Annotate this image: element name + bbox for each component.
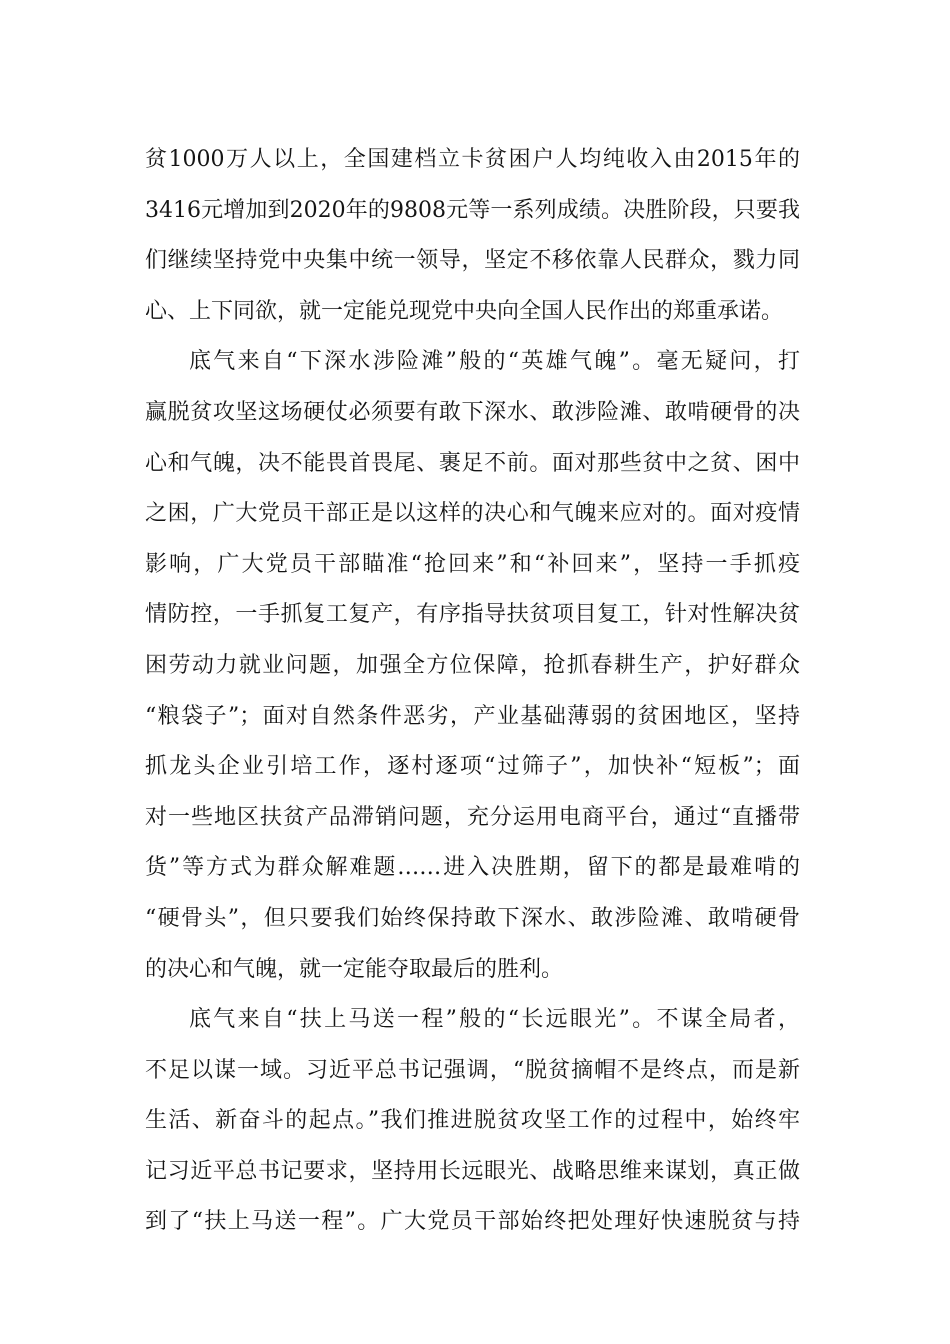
text-line: 之困，广大党员干部正是以这样的决心和气魄来应对的。面对疫情 (145, 501, 800, 527)
text-line: 影响，广大党员干部瞄准“抢回来”和“补回来”，坚持一手抓疫 (145, 551, 800, 577)
text-line: 底气来自“下深水涉险滩”般的“英雄气魄”。毫无疑问，打 (189, 349, 800, 375)
text-line: 货”等方式为群众解难题……进入决胜期，留下的都是最难啃的 (145, 855, 800, 881)
text-line: 3416元增加到2020年的9808元等一系列成绩。决胜阶段，只要我 (145, 197, 800, 223)
paragraph-3 (145, 995, 800, 1248)
text-line: 贫1000万人以上，全国建档立卡贫困户人均纯收入由2015年的 (145, 147, 800, 172)
text-line: 生活、新奋斗的起点。”我们推进脱贫攻坚工作的过程中，始终牢 (145, 1108, 800, 1134)
text-line: 赢脱贫攻坚这场硬仗必须要有敢下深水、敢涉险滩、敢啃硬骨的决 (145, 399, 800, 425)
paragraph-1 (145, 135, 800, 337)
text-line: 记习近平总书记要求，坚持用长远眼光、战略思维来谋划，真正做 (145, 1158, 800, 1184)
text-line: 情防控，一手抓复工复产，有序指导扶贫项目复工，针对性解决贫 (145, 602, 800, 628)
paragraph-2 (145, 337, 800, 995)
text-line: 抓龙头企业引培工作，逐村逐项“过筛子”，加快补“短板”；面 (145, 754, 800, 780)
text-line: 不足以谋一域。习近平总书记强调，“脱贫摘帽不是终点，而是新 (145, 1057, 800, 1083)
text-line: 对一些地区扶贫产品滞销问题，充分运用电商平台，通过“直播带 (145, 804, 800, 830)
text-line: 的决心和气魄，就一定能夺取最后的胜利。 (145, 956, 564, 982)
text-line: 心、上下同欲，就一定能兑现党中央向全国人民作出的郑重承诺。 (145, 298, 784, 324)
text-line: 们继续坚持党中央集中统一领导，坚定不移依靠人民群众，戮力同 (145, 248, 800, 274)
text-line: 困劳动力就业问题，加强全方位保障，抢抓春耕生产，护好群众 (145, 652, 800, 678)
text-line: “粮袋子”；面对自然条件恶劣，产业基础薄弱的贫困地区，坚持 (145, 703, 800, 729)
text-line: “硬骨头”，但只要我们始终保持敢下深水、敢涉险滩、敢啃硬骨 (145, 905, 800, 931)
text-line: 心和气魄，决不能畏首畏尾、裹足不前。面对那些贫中之贫、困中 (145, 450, 800, 476)
text-line: 到了“扶上马送一程”。广大党员干部始终把处理好快速脱贫与持 (145, 1209, 800, 1235)
text-line: 底气来自“扶上马送一程”般的“长远眼光”。不谋全局者， (189, 1007, 800, 1033)
